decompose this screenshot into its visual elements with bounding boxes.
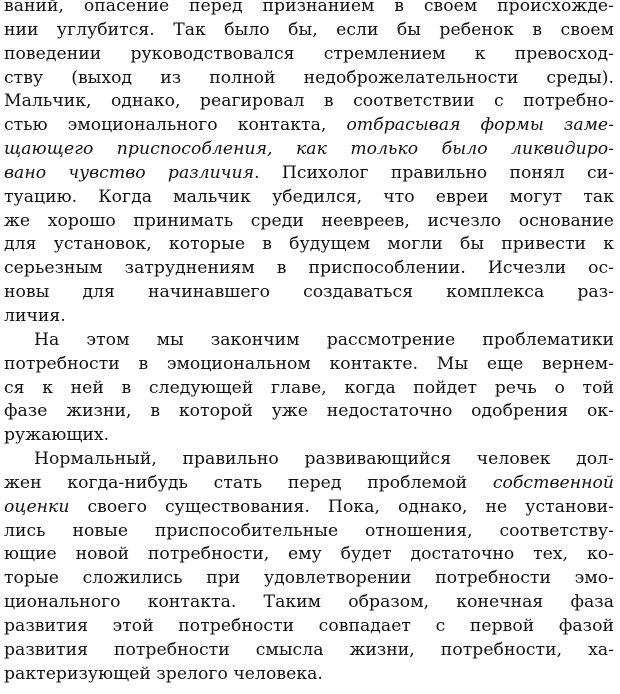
text-segment: ющие новой потребности, ему будет достаточно тех, ко- [4,544,614,565]
text-segment: ваний, опасение перед признанием в своем происхожде- [4,0,614,16]
page-text [4,0,614,686]
text-line [4,186,614,210]
text-line [4,663,614,687]
text-line [4,567,614,591]
text-line [4,19,614,43]
text-segment: нии углубится. Так было бы, если бы ребенок в своем [4,19,614,40]
italic-text: собственной [492,472,614,493]
text-segment: серьезным затруднениям в приспособлении. Исчезли ос- [4,258,614,279]
text-line [4,0,614,19]
text-segment: развития этой потребности совпадает с первой фазой [4,615,614,636]
paragraph [4,0,614,329]
text-line [4,424,614,448]
text-line [4,377,614,401]
text-line [4,400,614,424]
text-line [4,43,614,67]
text-segment: туацию. Когда мальчик убедился, что евреи могут так [4,186,614,207]
text-segment: ружающих. [4,425,110,446]
text-segment: ству (выход из полной недоброжелательности среды). [4,67,614,88]
text-line [4,520,614,544]
text-segment: своего существования. Пока, однако, не установи- [69,496,614,517]
text-line [4,281,614,305]
text-line [4,639,614,663]
text-segment: торые сложились при удовлетворении потребности эмо- [4,568,614,589]
text-line [4,67,614,91]
text-line [4,448,614,472]
text-line [4,496,614,520]
paragraph [4,448,614,686]
italic-text: отбрасывая формы заме- [346,115,614,136]
italic-text: оценки [4,496,70,517]
text-line [4,162,614,186]
text-segment: ционального контакта. Таким образом, конечная фаза [4,592,614,613]
text-line [4,90,614,114]
text-line [4,615,614,639]
text-line [4,472,614,496]
paragraph [4,329,614,448]
text-segment: жен когда-нибудь стать перед проблемой [4,472,493,493]
text-segment: для установок, которые в будущем могли бы привести к [4,234,614,255]
text-line [4,138,614,162]
text-line [4,329,614,353]
text-line [4,210,614,234]
text-segment: рактеризующей зрелого человека. [4,663,323,684]
text-segment: На этом мы закончим рассмотрение проблематики [34,329,614,350]
text-line [4,591,614,615]
text-segment: Психолог правильно понял си- [259,162,614,183]
text-segment: потребности в эмоциональном контакте. Мы еще вернем- [4,353,614,374]
text-segment: поведении руководствовался стремлением к превосход- [4,43,614,64]
text-segment: Нормальный, правильно развивающийся человек дол- [34,449,614,470]
text-segment: развития потребности смысла жизни, потребности, ха- [4,639,614,660]
italic-text: вано чувство различия. [4,162,260,183]
text-segment: новы для начинавшего создаваться комплекса раз- [4,282,614,303]
text-segment: же хорошо принимать среди неевреев, исчезло основание [4,210,614,231]
italic-text: щающего приспособления, как только было ликвидиро- [4,139,614,160]
text-segment: ся к ней в следующей главе, когда пойдет речь о той [4,377,614,398]
text-line [4,305,614,329]
text-line [4,353,614,377]
text-line [4,257,614,281]
text-line [4,543,614,567]
text-line [4,233,614,257]
text-segment: Мальчик, однако, реагировал в соответствии с потребно- [4,91,614,112]
text-segment: лись новые приспособительные отношения, соответству- [4,520,614,541]
text-segment: стью эмоционального контакта, [4,115,347,136]
text-segment: личия. [4,305,66,326]
text-line [4,114,614,138]
text-segment: фазе жизни, в которой уже недостаточно одобрения ок- [4,401,614,422]
